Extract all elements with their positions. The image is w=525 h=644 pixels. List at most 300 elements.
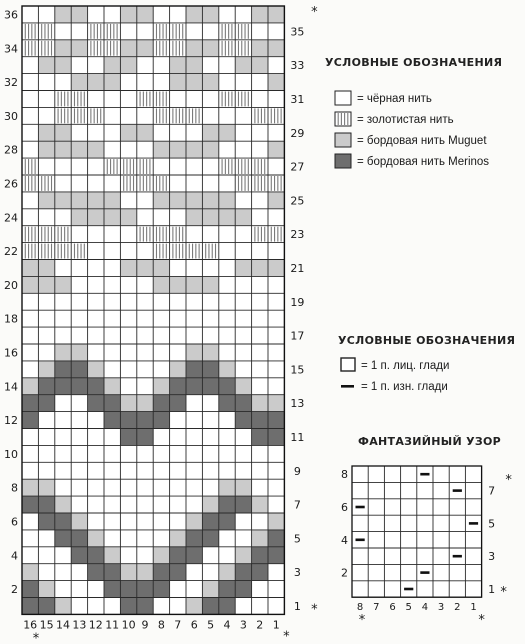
- yarn-legend-label: = бордовая нить Merinos: [357, 156, 490, 168]
- chart-cell: [235, 243, 251, 260]
- chart-cell: [22, 158, 38, 175]
- chart-cell: [120, 107, 136, 124]
- yarn-swatch-icon: [335, 112, 351, 126]
- chart-cell: [202, 192, 218, 209]
- chart-cell: [170, 175, 186, 192]
- chart-cell: [170, 598, 186, 615]
- chart-cell: [252, 564, 268, 581]
- chart-cell: [170, 361, 186, 378]
- yarn-legend-title: УСЛОВНЫЕ ОБОЗНАЧЕНИЯ: [325, 56, 503, 69]
- chart-cell: [55, 209, 71, 226]
- chart-cell: [55, 226, 71, 243]
- chart-cell: [137, 276, 153, 293]
- column-number: 7: [373, 602, 380, 614]
- chart-cell: [55, 40, 71, 57]
- chart-cell: [88, 57, 104, 74]
- column-number: 7: [174, 618, 182, 632]
- chart-cell: [252, 107, 268, 124]
- chart-cell: [186, 530, 202, 547]
- chart-cell: [55, 530, 71, 547]
- chart-cell: [104, 429, 120, 446]
- chart-cell: [137, 192, 153, 209]
- chart-cell: [170, 479, 186, 496]
- chart-cell: [88, 378, 104, 395]
- chart-cell: [38, 395, 54, 412]
- chart-cell: [235, 327, 251, 344]
- chart-cell: [252, 260, 268, 277]
- chart-cell: [88, 598, 104, 615]
- chart-cell: [88, 243, 104, 260]
- chart-cell: [252, 496, 268, 513]
- row-number: 31: [290, 92, 305, 106]
- row-number: 2: [11, 583, 18, 597]
- chart-cell: [235, 6, 251, 23]
- chart-cell: [55, 293, 71, 310]
- start-mark: *: [32, 631, 40, 644]
- chart-cell: [202, 327, 218, 344]
- chart-cell: [170, 6, 186, 23]
- chart-cell: [268, 6, 284, 23]
- chart-cell: [268, 175, 284, 192]
- chart-cell: [120, 445, 136, 462]
- chart-cell: [170, 192, 186, 209]
- row-number: 16: [4, 346, 18, 360]
- chart-cell: [22, 57, 38, 74]
- chart-cell: [104, 564, 120, 581]
- chart-cell: [104, 445, 120, 462]
- column-number: 2: [256, 618, 264, 632]
- chart-cell: [186, 479, 202, 496]
- chart-cell: [120, 192, 136, 209]
- chart-cell: [170, 124, 186, 141]
- chart-cell: [104, 412, 120, 429]
- chart-cell: [235, 462, 251, 479]
- chart-cell: [120, 226, 136, 243]
- chart-cell: [268, 496, 284, 513]
- chart-cell: [71, 124, 87, 141]
- chart-cell: [137, 462, 153, 479]
- chart-cell: [55, 445, 71, 462]
- main-chart-left-row-numbers: [4, 8, 18, 596]
- chart-cell: [153, 581, 169, 598]
- row-number: 2: [341, 566, 348, 580]
- row-number: 7: [488, 484, 496, 498]
- column-number: 12: [88, 618, 103, 632]
- chart-cell: [22, 209, 38, 226]
- chart-cell: [153, 344, 169, 361]
- chart-cell: [170, 395, 186, 412]
- chart-cell: [137, 513, 153, 530]
- chart-cell: [202, 40, 218, 57]
- column-number: 4: [421, 602, 429, 614]
- chart-cell: [38, 310, 54, 327]
- chart-cell: [38, 124, 54, 141]
- start-mark: *: [358, 613, 366, 629]
- chart-cell: [153, 293, 169, 310]
- column-number: 3: [239, 618, 247, 632]
- yarn-swatch-icon: [335, 133, 351, 147]
- chart-cell: [88, 91, 104, 108]
- chart-cell: [153, 564, 169, 581]
- chart-cell: [88, 530, 104, 547]
- column-number: 5: [207, 618, 215, 632]
- chart-cell: [104, 91, 120, 108]
- chart-cell: [202, 395, 218, 412]
- chart-cell: [71, 361, 87, 378]
- chart-cell: [38, 361, 54, 378]
- chart-cell: [104, 226, 120, 243]
- stitch-legend: [338, 334, 515, 393]
- chart-cell: [38, 91, 54, 108]
- chart-cell: [88, 361, 104, 378]
- chart-cell: [104, 192, 120, 209]
- row-number: 13: [290, 397, 305, 411]
- chart-cell: [120, 260, 136, 277]
- chart-cell: [202, 74, 218, 91]
- chart-cell: [71, 57, 87, 74]
- chart-cell: [219, 209, 235, 226]
- chart-cell: [219, 192, 235, 209]
- chart-cell: [219, 74, 235, 91]
- chart-cell: [268, 124, 284, 141]
- chart-cell: [104, 124, 120, 141]
- chart-cell: [170, 40, 186, 57]
- chart-cell: [170, 530, 186, 547]
- chart-cell: [170, 462, 186, 479]
- chart-cell: [38, 192, 54, 209]
- chart-cell: [252, 395, 268, 412]
- chart-cell: [252, 598, 268, 615]
- chart-cell: [252, 530, 268, 547]
- chart-cell: [268, 479, 284, 496]
- chart-cell: [137, 378, 153, 395]
- chart-cell: [219, 445, 235, 462]
- chart-cell: [235, 581, 251, 598]
- chart-cell: [55, 564, 71, 581]
- chart-cell: [170, 57, 186, 74]
- chart-cell: [22, 344, 38, 361]
- chart-cell: [137, 226, 153, 243]
- chart-cell: [38, 226, 54, 243]
- chart-cell: [268, 327, 284, 344]
- chart-cell: [235, 141, 251, 158]
- chart-cell: [186, 429, 202, 446]
- purl-stitch-mark: [453, 489, 462, 492]
- chart-cell: [55, 581, 71, 598]
- chart-cell: [104, 378, 120, 395]
- row-number: 36: [4, 8, 18, 22]
- chart-cell: [137, 23, 153, 40]
- chart-cell: [38, 462, 54, 479]
- chart-cell: [104, 395, 120, 412]
- row-number: 4: [11, 549, 18, 563]
- chart-cell: [202, 57, 218, 74]
- chart-cell: [55, 547, 71, 564]
- chart-cell: [219, 6, 235, 23]
- chart-cell: [170, 344, 186, 361]
- chart-cell: [137, 547, 153, 564]
- row-number: 6: [11, 515, 18, 529]
- chart-cell: [202, 429, 218, 446]
- chart-cell: [170, 243, 186, 260]
- row-number: 20: [4, 278, 18, 292]
- chart-cell: [38, 293, 54, 310]
- chart-cell: [186, 40, 202, 57]
- chart-cell: [186, 496, 202, 513]
- chart-cell: [88, 226, 104, 243]
- chart-cell: [55, 344, 71, 361]
- column-number: 2: [454, 602, 461, 614]
- chart-cell: [153, 40, 169, 57]
- chart-cell: [235, 429, 251, 446]
- chart-cell: [252, 344, 268, 361]
- chart-cell: [186, 260, 202, 277]
- chart-cell: [104, 107, 120, 124]
- chart-cell: [71, 429, 87, 446]
- chart-cell: [186, 91, 202, 108]
- chart-cell: [202, 598, 218, 615]
- chart-cell: [55, 429, 71, 446]
- chart-cell: [219, 175, 235, 192]
- chart-cell: [268, 547, 284, 564]
- chart-cell: [235, 361, 251, 378]
- chart-cell: [170, 581, 186, 598]
- purl-stitch-mark: [420, 473, 429, 476]
- row-number: 11: [290, 430, 305, 444]
- chart-cell: [219, 361, 235, 378]
- yarn-swatch-icon: [335, 154, 351, 168]
- chart-cell: [268, 310, 284, 327]
- yarn-legend-item: [335, 133, 487, 147]
- chart-cell: [235, 598, 251, 615]
- chart-cell: [120, 378, 136, 395]
- chart-cell: [219, 141, 235, 158]
- chart-cell: [252, 141, 268, 158]
- chart-cell: [153, 412, 169, 429]
- chart-cell: [268, 23, 284, 40]
- row-number: 22: [4, 245, 18, 259]
- chart-cell: [186, 74, 202, 91]
- chart-cell: [235, 293, 251, 310]
- row-number: 27: [290, 160, 305, 174]
- chart-cell: [219, 496, 235, 513]
- chart-cell: [88, 40, 104, 57]
- chart-cell: [88, 445, 104, 462]
- chart-cell: [219, 412, 235, 429]
- chart-cell: [202, 124, 218, 141]
- chart-cell: [219, 462, 235, 479]
- chart-cell: [120, 6, 136, 23]
- chart-cell: [170, 209, 186, 226]
- chart-cell: [170, 91, 186, 108]
- chart-cell: [38, 175, 54, 192]
- chart-cell: [202, 530, 218, 547]
- chart-cell: [153, 6, 169, 23]
- chart-cell: [71, 547, 87, 564]
- row-number: 6: [341, 501, 348, 514]
- chart-cell: [137, 479, 153, 496]
- stitch-legend-label: = 1 п. лиц. глади: [361, 360, 450, 372]
- chart-cell: [219, 23, 235, 40]
- chart-cell: [137, 40, 153, 57]
- chart-cell: [137, 429, 153, 446]
- chart-cell: [38, 327, 54, 344]
- chart-cell: [137, 564, 153, 581]
- chart-cell: [235, 547, 251, 564]
- chart-cell: [22, 429, 38, 446]
- chart-cell: [22, 564, 38, 581]
- chart-cell: [22, 598, 38, 615]
- chart-cell: [120, 276, 136, 293]
- chart-cell: [219, 513, 235, 530]
- chart-cell: [268, 192, 284, 209]
- chart-cell: [137, 598, 153, 615]
- chart-cell: [137, 344, 153, 361]
- chart-cell: [252, 23, 268, 40]
- purl-stitch-mark: [420, 571, 429, 574]
- chart-cell: [252, 209, 268, 226]
- column-number: 1: [470, 602, 477, 614]
- chart-cell: [170, 107, 186, 124]
- chart-cell: [104, 57, 120, 74]
- chart-cell: [71, 74, 87, 91]
- chart-cell: [88, 74, 104, 91]
- chart-cell: [55, 124, 71, 141]
- chart-cell: [22, 91, 38, 108]
- chart-cell: [71, 479, 87, 496]
- row-number: 4: [341, 533, 348, 547]
- chart-cell: [71, 141, 87, 158]
- chart-cell: [38, 378, 54, 395]
- chart-cell: [22, 547, 38, 564]
- chart-cell: [202, 23, 218, 40]
- yarn-legend: [325, 56, 502, 168]
- column-number: 4: [223, 618, 231, 632]
- chart-cell: [153, 361, 169, 378]
- chart-cell: [252, 158, 268, 175]
- chart-cell: [38, 243, 54, 260]
- chart-cell: [202, 445, 218, 462]
- chart-cell: [120, 124, 136, 141]
- chart-cell: [186, 361, 202, 378]
- chart-cell: [170, 496, 186, 513]
- chart-cell: [22, 260, 38, 277]
- chart-cell: [88, 462, 104, 479]
- chart-cell: [71, 327, 87, 344]
- chart-cell: [71, 513, 87, 530]
- row-number: 8: [341, 468, 348, 482]
- chart-cell: [71, 260, 87, 277]
- chart-cell: [104, 6, 120, 23]
- chart-cell: [137, 530, 153, 547]
- chart-cell: [55, 91, 71, 108]
- chart-cell: [235, 209, 251, 226]
- chart-cell: [38, 74, 54, 91]
- main-colorwork-chart: [22, 6, 284, 614]
- chart-cell: [186, 395, 202, 412]
- chart-cell: [120, 293, 136, 310]
- chart-cell: [38, 429, 54, 446]
- chart-cell: [38, 496, 54, 513]
- chart-cell: [71, 581, 87, 598]
- chart-cell: [235, 158, 251, 175]
- chart-cell: [38, 141, 54, 158]
- chart-cell: [252, 124, 268, 141]
- chart-cell: [137, 6, 153, 23]
- chart-cell: [71, 395, 87, 412]
- chart-cell: [55, 479, 71, 496]
- chart-cell: [153, 192, 169, 209]
- column-number: 10: [121, 618, 136, 632]
- chart-cell: [55, 276, 71, 293]
- chart-cell: [137, 412, 153, 429]
- row-number: 32: [4, 76, 18, 90]
- chart-cell: [252, 243, 268, 260]
- chart-cell: [153, 124, 169, 141]
- chart-cell: [104, 581, 120, 598]
- chart-cell: [170, 260, 186, 277]
- row-number: 1: [293, 599, 301, 613]
- chart-cell: [170, 327, 186, 344]
- chart-cell: [268, 581, 284, 598]
- column-number: 6: [190, 618, 198, 632]
- chart-cell: [202, 378, 218, 395]
- chart-cell: [186, 209, 202, 226]
- chart-cell: [202, 513, 218, 530]
- chart-cell: [88, 564, 104, 581]
- chart-cell: [88, 23, 104, 40]
- yarn-swatch-icon: [335, 91, 351, 105]
- column-number: 1: [272, 618, 280, 632]
- chart-cell: [170, 429, 186, 446]
- chart-cell: [252, 378, 268, 395]
- chart-cell: [252, 479, 268, 496]
- chart-cell: [202, 496, 218, 513]
- chart-cell: [38, 513, 54, 530]
- chart-cell: [120, 513, 136, 530]
- chart-cell: [186, 344, 202, 361]
- chart-cell: [71, 192, 87, 209]
- chart-cell: [235, 91, 251, 108]
- chart-cell: [120, 429, 136, 446]
- chart-cell: [268, 429, 284, 446]
- chart-cell: [120, 581, 136, 598]
- chart-cell: [55, 158, 71, 175]
- chart-cell: [219, 378, 235, 395]
- chart-cell: [38, 581, 54, 598]
- chart-cell: [88, 209, 104, 226]
- chart-cell: [55, 23, 71, 40]
- chart-cell: [186, 23, 202, 40]
- chart-cell: [88, 124, 104, 141]
- chart-cell: [104, 327, 120, 344]
- chart-cell: [202, 276, 218, 293]
- chart-cell: [153, 23, 169, 40]
- column-number: 5: [405, 602, 412, 614]
- purl-stitch-mark: [356, 539, 365, 542]
- chart-cell: [104, 260, 120, 277]
- chart-cell: [22, 6, 38, 23]
- row-number: 26: [4, 177, 18, 191]
- chart-cell: [38, 23, 54, 40]
- chart-cell: [186, 192, 202, 209]
- chart-cell: [120, 209, 136, 226]
- row-number: 34: [4, 42, 18, 56]
- chart-cell: [22, 327, 38, 344]
- chart-cell: [235, 74, 251, 91]
- chart-cell: [186, 581, 202, 598]
- chart-cell: [268, 91, 284, 108]
